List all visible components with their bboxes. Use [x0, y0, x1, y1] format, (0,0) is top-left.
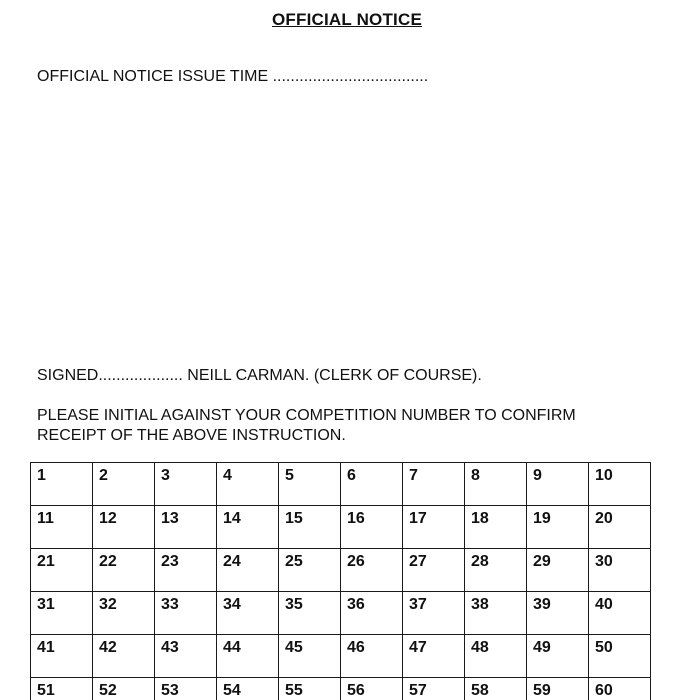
competition-number-cell[interactable]: 42 [93, 635, 155, 678]
competition-number-cell[interactable]: 18 [465, 506, 527, 549]
competition-number-cell[interactable]: 34 [217, 592, 279, 635]
competition-number-grid [30, 462, 651, 700]
grid-row [31, 549, 651, 592]
instruction-line-1: PLEASE INITIAL AGAINST YOUR COMPETITION NUMBER TO CONFIRM [37, 407, 576, 424]
issue-time-dots: ................................... [272, 68, 429, 85]
instruction-text [37, 406, 576, 446]
competition-number-cell[interactable]: 47 [403, 635, 465, 678]
competition-number-cell[interactable]: 43 [155, 635, 217, 678]
competition-number-cell[interactable]: 14 [217, 506, 279, 549]
competition-number-cell[interactable]: 55 [279, 678, 341, 700]
competition-number-cell[interactable]: 59 [527, 678, 589, 700]
competition-number-cell[interactable]: 16 [341, 506, 403, 549]
competition-number-cell[interactable]: 11 [31, 506, 93, 549]
competition-number-cell[interactable]: 58 [465, 678, 527, 700]
competition-number-cell[interactable]: 40 [589, 592, 651, 635]
competition-number-cell[interactable]: 60 [589, 678, 651, 700]
grid-row [31, 635, 651, 678]
competition-number-cell[interactable]: 41 [31, 635, 93, 678]
competition-number-cell[interactable]: 56 [341, 678, 403, 700]
signatory-name: NEILL CARMAN. (CLERK OF COURSE). [187, 367, 482, 384]
competition-number-cell[interactable]: 30 [589, 549, 651, 592]
competition-number-cell[interactable]: 4 [217, 463, 279, 506]
competition-number-cell[interactable]: 39 [527, 592, 589, 635]
competition-number-cell[interactable]: 28 [465, 549, 527, 592]
competition-number-cell[interactable]: 54 [217, 678, 279, 700]
competition-number-cell[interactable]: 27 [403, 549, 465, 592]
competition-number-cell[interactable]: 1 [31, 463, 93, 506]
competition-number-cell[interactable]: 35 [279, 592, 341, 635]
competition-number-cell[interactable]: 51 [31, 678, 93, 700]
competition-number-cell[interactable]: 24 [217, 549, 279, 592]
competition-number-cell[interactable]: 10 [589, 463, 651, 506]
grid-row [31, 463, 651, 506]
grid-row [31, 592, 651, 635]
grid-row [31, 506, 651, 549]
notice-title: OFFICIAL NOTICE [271, 10, 422, 29]
competition-number-cell[interactable]: 37 [403, 592, 465, 635]
instruction-line-2: RECEIPT OF THE ABOVE INSTRUCTION. [37, 427, 346, 444]
competition-number-cell[interactable]: 49 [527, 635, 589, 678]
competition-number-cell[interactable]: 48 [465, 635, 527, 678]
competition-number-cell[interactable]: 7 [403, 463, 465, 506]
competition-number-cell[interactable]: 15 [279, 506, 341, 549]
competition-number-cell[interactable]: 57 [403, 678, 465, 700]
competition-number-cell[interactable]: 19 [527, 506, 589, 549]
competition-number-cell[interactable]: 13 [155, 506, 217, 549]
competition-number-cell[interactable]: 6 [341, 463, 403, 506]
competition-number-cell[interactable]: 44 [217, 635, 279, 678]
signed-label: SIGNED [37, 367, 99, 384]
competition-number-cell[interactable]: 5 [279, 463, 341, 506]
competition-number-cell[interactable]: 9 [527, 463, 589, 506]
competition-number-cell[interactable]: 50 [589, 635, 651, 678]
competition-number-cell[interactable]: 25 [279, 549, 341, 592]
competition-number-cell[interactable]: 36 [341, 592, 403, 635]
competition-number-cell[interactable]: 53 [155, 678, 217, 700]
competition-number-cell[interactable]: 3 [155, 463, 217, 506]
signed-line [37, 367, 482, 385]
issue-time-line [37, 68, 428, 86]
competition-number-cell[interactable]: 52 [93, 678, 155, 700]
competition-number-cell[interactable]: 31 [31, 592, 93, 635]
competition-number-cell[interactable]: 21 [31, 549, 93, 592]
grid-row [31, 678, 651, 700]
competition-number-cell[interactable]: 32 [93, 592, 155, 635]
competition-number-cell[interactable]: 45 [279, 635, 341, 678]
competition-number-cell[interactable]: 22 [93, 549, 155, 592]
competition-number-cell[interactable]: 20 [589, 506, 651, 549]
issue-time-label: OFFICIAL NOTICE ISSUE TIME [37, 68, 269, 85]
competition-number-cell[interactable]: 12 [93, 506, 155, 549]
competition-number-cell[interactable]: 46 [341, 635, 403, 678]
competition-number-cell[interactable]: 2 [93, 463, 155, 506]
competition-number-cell[interactable]: 29 [527, 549, 589, 592]
competition-number-cell[interactable]: 26 [341, 549, 403, 592]
competition-number-cell[interactable]: 23 [155, 549, 217, 592]
competition-number-cell[interactable]: 38 [465, 592, 527, 635]
competition-number-cell[interactable]: 33 [155, 592, 217, 635]
signed-dots: ................... [98, 367, 183, 384]
competition-number-cell[interactable]: 8 [465, 463, 527, 506]
competition-number-cell[interactable]: 17 [403, 506, 465, 549]
